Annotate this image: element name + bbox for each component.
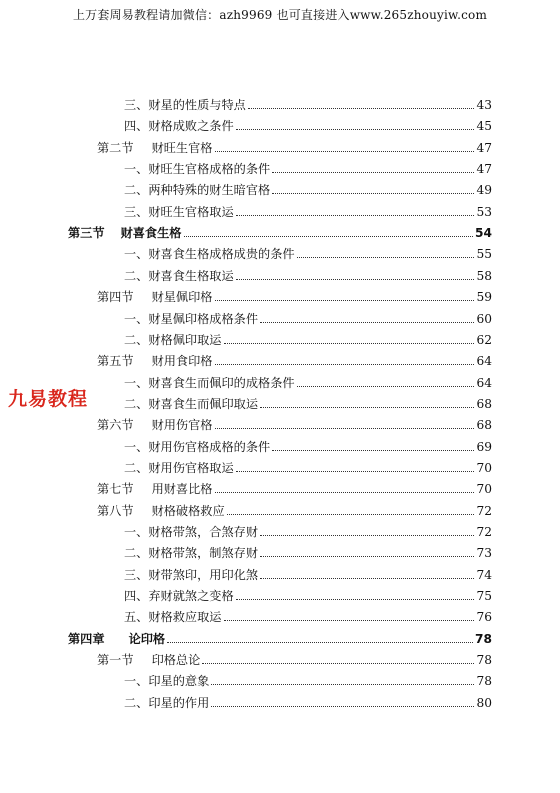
dot-leader bbox=[272, 172, 474, 173]
toc-entry-label bbox=[97, 502, 225, 520]
toc-entry-label bbox=[124, 608, 222, 626]
toc-entry[interactable] bbox=[0, 374, 560, 392]
toc-entry-label bbox=[124, 203, 234, 221]
dot-leader bbox=[260, 578, 474, 579]
toc-entry[interactable] bbox=[0, 96, 560, 114]
toc-entry-title: 二、财喜食生格取运 bbox=[124, 268, 234, 283]
toc-entry-title: 财用食印格 bbox=[151, 354, 213, 369]
dot-leader bbox=[248, 108, 475, 109]
toc-entry[interactable] bbox=[0, 352, 560, 370]
toc-entry-label bbox=[68, 224, 182, 242]
toc-entry-label bbox=[124, 523, 258, 541]
toc-entry-label bbox=[97, 416, 213, 434]
toc-entry-label bbox=[124, 395, 258, 413]
toc-entry-page: 78 bbox=[476, 653, 492, 668]
toc-entry-title: 财格破格救应 bbox=[151, 503, 225, 518]
toc-entry[interactable] bbox=[0, 587, 560, 605]
toc-entry-label bbox=[97, 651, 200, 669]
toc-entry-page: 58 bbox=[476, 268, 492, 283]
toc-entry[interactable] bbox=[0, 139, 560, 157]
dot-leader bbox=[236, 279, 475, 280]
toc-entry-label bbox=[124, 181, 270, 199]
toc-entry-title: 二、两种特殊的财生暗官格 bbox=[124, 183, 271, 198]
toc-entry-page: 43 bbox=[476, 98, 492, 112]
toc-entry-label bbox=[124, 694, 209, 712]
toc-entry[interactable] bbox=[0, 224, 560, 242]
toc-entry[interactable] bbox=[0, 310, 560, 328]
toc-entry-page: 64 bbox=[476, 375, 492, 390]
toc-entry-page: 64 bbox=[476, 354, 492, 369]
toc-entry-title: 一、财喜食生而佩印的成格条件 bbox=[124, 375, 295, 390]
toc-entry-label bbox=[124, 587, 234, 605]
toc-entry-page: 54 bbox=[475, 226, 492, 241]
toc-entry-page: 78 bbox=[475, 631, 492, 646]
toc-entry[interactable] bbox=[0, 523, 560, 541]
toc-entry-title: 一、财格带煞，合煞存财 bbox=[124, 525, 259, 539]
dot-leader bbox=[215, 428, 475, 429]
dot-leader bbox=[211, 684, 474, 685]
dot-leader bbox=[202, 663, 474, 664]
toc-entry[interactable] bbox=[0, 651, 560, 669]
toc-entry-number: 第五节 bbox=[97, 354, 134, 369]
dot-leader bbox=[215, 151, 475, 152]
toc-entry[interactable] bbox=[0, 566, 560, 584]
toc-entry[interactable] bbox=[0, 203, 560, 221]
toc-entry[interactable] bbox=[0, 459, 560, 477]
toc-entry-label bbox=[124, 245, 295, 263]
toc-entry-page: 47 bbox=[476, 162, 492, 177]
toc-entry-page: 59 bbox=[476, 290, 492, 305]
toc-entry-title: 一、财喜食生格成格成贵的条件 bbox=[124, 247, 295, 262]
toc-entry-title: 四、财格成败之条件 bbox=[124, 119, 234, 134]
dot-leader bbox=[211, 706, 474, 707]
toc-entry-title: 一、印星的意象 bbox=[124, 674, 210, 689]
toc-entry-number: 第四章 bbox=[68, 631, 105, 646]
dot-leader bbox=[272, 450, 474, 451]
toc-entry-number: 第七节 bbox=[97, 482, 134, 497]
toc-entry[interactable] bbox=[0, 288, 560, 306]
toc-entry-label bbox=[124, 459, 234, 477]
dot-leader bbox=[260, 556, 474, 557]
toc-entry-title: 三、财带煞印，用印化煞 bbox=[124, 567, 259, 582]
dot-leader bbox=[227, 514, 475, 515]
toc-entry-page: 73 bbox=[476, 546, 492, 561]
dot-leader bbox=[224, 620, 475, 621]
toc-entry-title: 二、财喜食生而佩印取运 bbox=[124, 396, 259, 411]
dot-leader bbox=[236, 599, 475, 600]
toc-entry-title: 印格总论 bbox=[151, 653, 201, 668]
toc-entry-page: 68 bbox=[476, 418, 492, 433]
toc-entry-page: 47 bbox=[476, 140, 492, 155]
toc-entry-title: 一、财旺生官格成格的条件 bbox=[124, 162, 271, 177]
toc-entry-label bbox=[124, 672, 209, 690]
dot-leader bbox=[236, 129, 475, 130]
toc-entry-title: 三、财旺生官格取运 bbox=[124, 204, 234, 219]
toc-entry-number: 第四节 bbox=[97, 290, 134, 305]
toc-entry[interactable] bbox=[0, 502, 560, 520]
dot-leader bbox=[297, 386, 475, 387]
toc-entry-title: 财旺生官格 bbox=[151, 140, 213, 155]
toc-entry[interactable] bbox=[0, 181, 560, 199]
dot-leader bbox=[184, 236, 474, 237]
toc-entry-label bbox=[124, 566, 258, 584]
dot-leader bbox=[215, 300, 475, 301]
toc-entry-label bbox=[97, 352, 213, 370]
toc-entry-number: 第三节 bbox=[68, 226, 105, 241]
toc-entry-title: 二、财格带煞，制煞存财 bbox=[124, 546, 259, 561]
toc-entry-page: 68 bbox=[476, 396, 492, 411]
toc-entry-title: 论印格 bbox=[128, 631, 166, 646]
toc-entry[interactable] bbox=[0, 245, 560, 263]
watermark-text: 九易教程 bbox=[8, 388, 89, 410]
toc-entry-title: 四、弃财就煞之变格 bbox=[124, 589, 234, 604]
toc-entry-label bbox=[124, 267, 234, 285]
dot-leader bbox=[215, 492, 475, 493]
toc-entry[interactable] bbox=[0, 672, 560, 690]
dot-leader bbox=[260, 407, 474, 408]
toc-entry[interactable] bbox=[0, 630, 560, 648]
toc-entry[interactable] bbox=[0, 438, 560, 456]
toc-entry-page: 75 bbox=[476, 589, 492, 604]
toc-entry-title: 一、财用伤官格成格的条件 bbox=[124, 439, 271, 454]
toc-entry-label bbox=[124, 331, 222, 349]
toc-entry-title: 财用伤官格 bbox=[151, 418, 213, 433]
toc-entry-title: 二、财格佩印取运 bbox=[124, 332, 222, 347]
toc-entry[interactable] bbox=[0, 267, 560, 285]
toc-entry-number: 第二节 bbox=[97, 140, 134, 155]
toc-entry-number: 第八节 bbox=[97, 503, 134, 518]
toc-entry-label bbox=[124, 374, 295, 392]
toc-entry-label bbox=[68, 630, 165, 648]
toc-entry[interactable] bbox=[0, 395, 560, 413]
toc-entry-page: 80 bbox=[476, 695, 492, 710]
toc-entry-title: 财星佩印格 bbox=[151, 290, 213, 305]
toc-entry-page: 62 bbox=[476, 332, 492, 347]
toc-entry[interactable] bbox=[0, 331, 560, 349]
toc-entry-title: 五、财格救应取运 bbox=[124, 610, 222, 625]
toc-entry-label bbox=[124, 117, 234, 135]
toc-entry-label bbox=[124, 96, 246, 114]
toc-entry[interactable] bbox=[0, 160, 560, 178]
toc-entry-title: 用财喜比格 bbox=[151, 482, 213, 497]
dot-leader bbox=[260, 322, 474, 323]
toc-entry-label bbox=[97, 288, 213, 306]
toc-entry-label bbox=[124, 438, 270, 456]
toc-entry-label bbox=[124, 544, 258, 562]
toc-entry-page: 74 bbox=[476, 567, 492, 582]
dot-leader bbox=[236, 471, 475, 472]
toc-entry-page: 49 bbox=[476, 183, 492, 198]
toc-entry-page: 69 bbox=[476, 439, 492, 454]
dot-leader bbox=[260, 535, 474, 536]
toc-entry-title: 二、印星的作用 bbox=[124, 695, 210, 710]
toc-entry-page: 72 bbox=[476, 503, 492, 518]
toc-entry-page: 53 bbox=[476, 204, 492, 219]
toc-entry-number: 第一节 bbox=[97, 653, 134, 668]
toc-entry-page: 78 bbox=[476, 674, 492, 689]
toc-entry[interactable] bbox=[0, 608, 560, 626]
toc-entry-label bbox=[124, 310, 258, 328]
dot-leader bbox=[167, 642, 473, 643]
toc-entry[interactable] bbox=[0, 694, 560, 712]
toc-entry[interactable] bbox=[0, 416, 560, 434]
toc-entry-page: 76 bbox=[476, 610, 492, 625]
toc-entry-title: 三、财星的性质与特点 bbox=[124, 98, 246, 112]
dot-leader bbox=[215, 364, 475, 365]
toc-entry[interactable] bbox=[0, 480, 560, 498]
toc-entry-page: 72 bbox=[476, 525, 492, 539]
dot-leader bbox=[236, 215, 475, 216]
dot-leader bbox=[272, 193, 474, 194]
toc-entry-label bbox=[97, 139, 213, 157]
toc-entry-page: 55 bbox=[476, 247, 492, 262]
toc-entry-title: 一、财星佩印格成格条件 bbox=[124, 311, 259, 326]
dot-leader bbox=[297, 257, 475, 258]
toc-entry-title: 二、财用伤官格取运 bbox=[124, 460, 234, 475]
toc-entry-label bbox=[124, 160, 270, 178]
toc-entry[interactable] bbox=[0, 117, 560, 135]
toc-entry-page: 60 bbox=[476, 311, 492, 326]
dot-leader bbox=[224, 343, 475, 344]
toc-entry-page: 45 bbox=[476, 119, 492, 134]
toc-entry-number: 第六节 bbox=[97, 418, 134, 433]
page-header: 上万套周易教程请加微信：azh9969 也可直接进入www.265zhouyiw.com bbox=[72, 8, 488, 22]
toc-entry[interactable] bbox=[0, 544, 560, 562]
toc-entry-label bbox=[97, 480, 213, 498]
toc-entry-page: 70 bbox=[476, 482, 492, 497]
toc-entry-title: 财喜食生格 bbox=[120, 226, 182, 241]
toc-entry-page: 70 bbox=[476, 460, 492, 475]
